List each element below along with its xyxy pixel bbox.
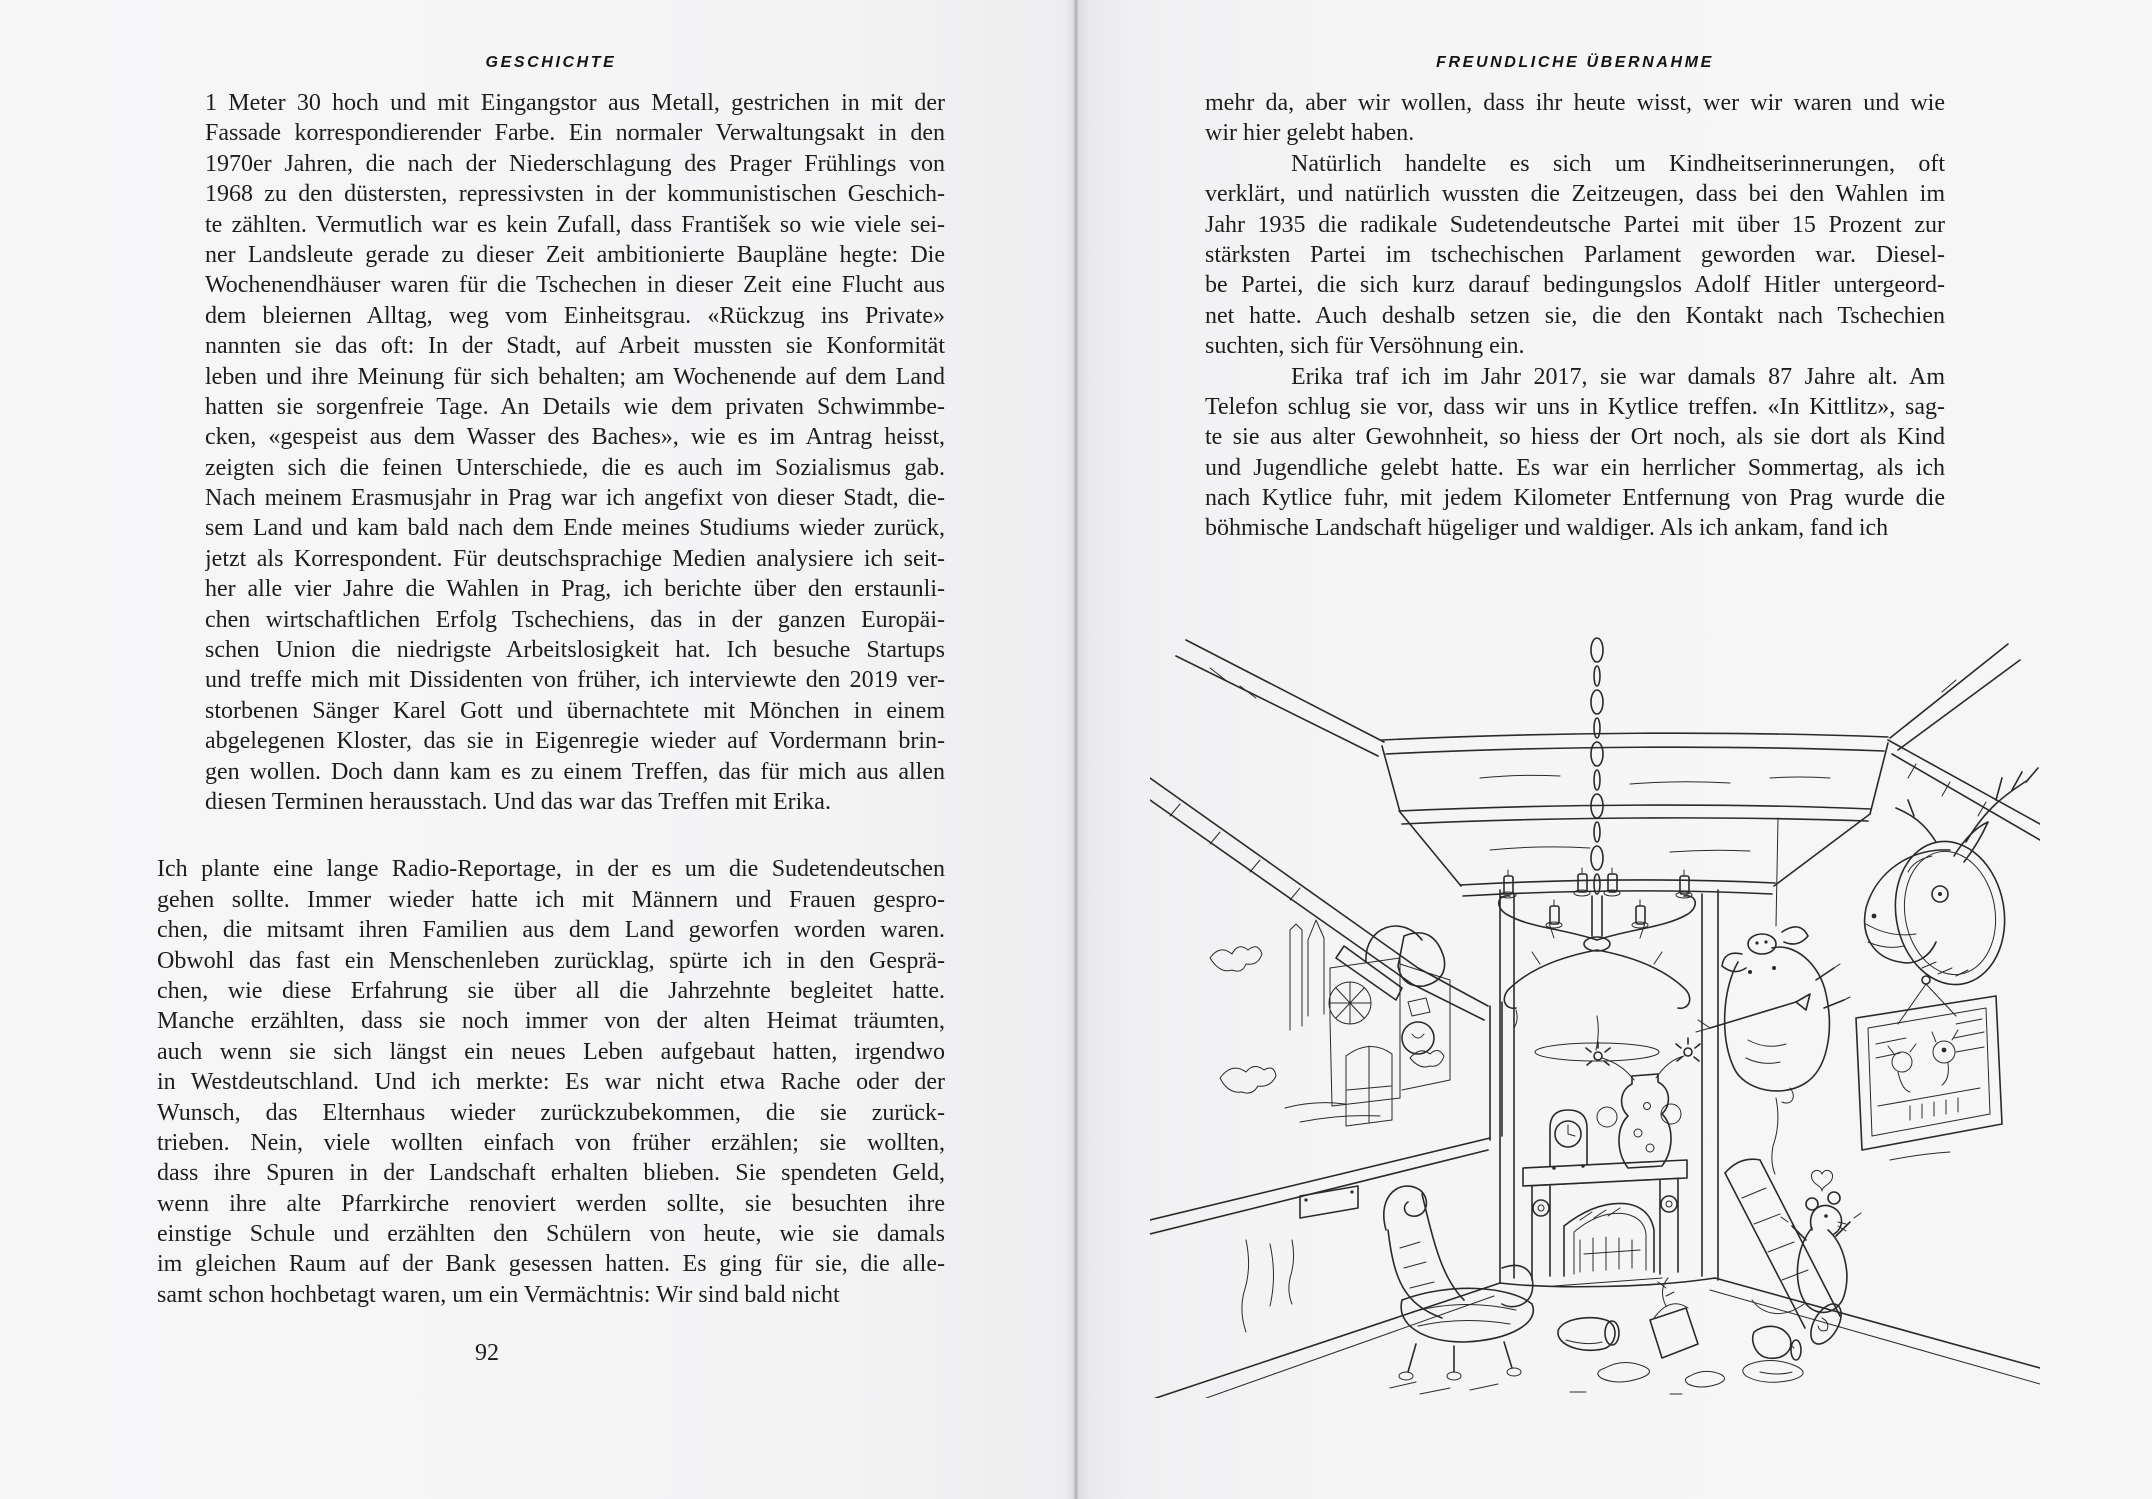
right-text-column <box>1205 88 1945 544</box>
page-number: 92 <box>475 1340 499 1366</box>
text-line: mehr da, aber wir wollen, dass ihr heute wisst, wer wir waren und wie <box>1205 90 1945 116</box>
text-line: Obwohl das fast ein Menschenleben zurücklag, spürte ich in den Gesprä- <box>157 947 945 974</box>
text-line: diesen Terminen herausstach. Und das war das Treffen mit Erika. <box>205 788 831 815</box>
trophy-head <box>1865 768 2038 993</box>
text-line: leben und ihre Meinung für sich behalten; am Wochenende auf dem Land <box>205 363 945 390</box>
text-line: gehen sollte. Immer wieder hatte ich mit Männern und Frauen gespro- <box>157 886 945 913</box>
text-line: im gleichen Raum auf der Bank gesessen hatten. Es ging für sie, die alle- <box>157 1251 945 1278</box>
rolled-rug <box>1725 1159 1847 1349</box>
chain <box>1591 638 1603 894</box>
text-line: trieben. Nein, viele wollten einfach von früher erzählen; sie wollten, <box>157 1129 945 1156</box>
text-line: Wochenendhäuser waren für die Tschechen in dieser Zeit eine Flucht aus <box>205 272 945 299</box>
right-running-header: FREUNDLICHE ÜBERNAHME <box>1436 54 1714 71</box>
left-text-column <box>157 88 945 1310</box>
flower-vase <box>1586 1038 1700 1168</box>
text-line: her alle vier Jahre die Wahlen in Prag, ich berichte über den erstaunli- <box>205 576 945 603</box>
text-line: suchten, sich für Versöhnung ein. <box>1205 333 1525 360</box>
text-line: cken, «gespeist aus dem Wasser des Baches», wie es im Antrag heisst, <box>205 424 945 451</box>
text-line: net hatte. Auch deshalb setzen sie, die den Kontakt nach Tschechien <box>1205 302 1945 329</box>
fireplace <box>1523 1160 1687 1286</box>
text-line: Nach meinem Erasmusjahr in Prag war ich angefixt von dieser Stadt, die- <box>205 485 945 512</box>
floor-items <box>1558 1278 1803 1394</box>
room-illustration <box>1150 628 2040 1398</box>
back-wall-and-fireplace <box>1500 890 1718 1286</box>
text-line: Wunsch, das Elternhaus wieder zurückzubekommen, die sie zurück- <box>157 1099 945 1126</box>
text-line: 1 Meter 30 hoch und mit Eingangstor aus Metall, gestrichen in mit der <box>205 90 945 116</box>
text-line: samt schon hochbetagt waren, um ein Vermächtnis: Wir sind bald nicht <box>157 1281 840 1308</box>
text-line: Manche erzählten, dass sie noch immer von der alten Heimat träumten, <box>157 1008 945 1035</box>
text-line: zeigten sich die feinen Unterschiede, die es auch im Sozialismus gab. <box>205 454 945 481</box>
text-line: 1970er Jahren, die nach der Niederschlagung des Prager Frühlings von <box>205 150 945 177</box>
paragraph <box>1205 88 1945 544</box>
antler-chandelier <box>1499 868 1695 1050</box>
text-line: dass ihre Spuren in der Landschaft erhalten blieben. Sie spendeten Geld, <box>157 1160 945 1187</box>
text-line: verklärt, und natürlich wussten die Zeitzeugen, dass bei den Wahlen im <box>1205 181 1945 208</box>
text-line: chen, die mitsamt ihren Familien aus dem Land geworfen worden waren. <box>157 917 945 944</box>
candles <box>1500 868 1692 928</box>
armchair <box>1384 1186 1534 1394</box>
text-line: Erika traf ich im Jahr 2017, sie war damals 87 Jahre alt. Am <box>1291 363 1945 390</box>
daisy-left <box>1586 1042 1610 1065</box>
mantel-clock <box>1550 1110 1587 1170</box>
text-line: und Jugendliche gelebt hatte. Es war ein herrlicher Sommertag, als ich <box>1205 454 1945 481</box>
text-line: hatten sie sorgenfreie Tage. An Details wie dem privaten Schwimmbe- <box>205 393 945 420</box>
text-line: 1968 zu den düstersten, repressivsten in der kommunistischen Geschich- <box>205 181 945 208</box>
text-line: te sie aus alter Gewohnheit, so hiess der Ort noch, als sie dort als Kind <box>1205 424 1945 451</box>
framed-picture <box>1856 976 2002 1160</box>
text-line: nannten sie das oft: In der Stadt, auf Arbeit mussten sie Konformität <box>205 333 945 360</box>
wall-lamp <box>1336 926 1445 1054</box>
floor-structure <box>1150 1278 2040 1398</box>
hanging-pig <box>1696 818 1850 1174</box>
text-line: in Westdeutschland. Und ich merkte: Es war nicht etwa Rache oder der <box>157 1069 945 1096</box>
text-line: chen, wie diese Erfahrung sie über all die Jahrzehnte begleitet hatte. <box>157 977 945 1004</box>
text-line: Fassade korrespondierender Farbe. Ein normaler Verwaltungsakt in den <box>205 120 945 147</box>
text-line: Telefon schlug sie vor, dass wir uns in Kytlice treffen. «In Kittlitz», sag- <box>1205 393 1945 420</box>
text-line: nach Kytlice fuhr, mit jedem Kilometer Entfernung von Prag wurde die <box>1205 485 1945 512</box>
text-line: wir hier gelebt haben. <box>1205 120 1415 147</box>
text-line: storbenen Sänger Karel Gott und übernachtete mit Mönchen in einem <box>205 697 945 724</box>
text-line: chen wirtschaftlichen Erfolg Tschechiens, das in der ganzen Europäi- <box>205 606 945 633</box>
text-line: und treffe mich mit Dissidenten von früher, ich interviewte den 2019 ver- <box>205 667 945 694</box>
text-line: Natürlich handelte es sich um Kindheitserinnerungen, oft <box>1291 150 1945 177</box>
text-line: te zählten. Vermutlich war es kein Zufall, dass František so wie viele sei- <box>205 211 945 238</box>
text-line: einstige Schule und erzählten den Schülern von heute, wie sie damals <box>157 1221 945 1248</box>
book-spine <box>1063 0 1089 1499</box>
text-line: schen Union die niedrigste Arbeitslosigkeit hat. Ich besuche Startups <box>205 637 945 664</box>
text-line: stärksten Partei im tschechischen Parlament geworden war. Diesel- <box>1205 241 1945 268</box>
paragraph <box>157 854 945 1310</box>
text-line: auch wenn sie sich längst ein neues Leben aufgebaut hatten, irgendwo <box>157 1038 945 1065</box>
text-line: abgelegenen Kloster, das sie in Eigenregie wieder auf Vordermann brin- <box>205 728 945 755</box>
text-line: Jahr 1935 die radikale Sudetendeutsche Partei mit über 15 Prozent zur <box>1205 211 1945 238</box>
text-line: böhmische Landschaft hügeliger und waldiger. Als ich ankam, fand ich <box>1205 515 1889 542</box>
left-running-header: GESCHICHTE <box>485 54 617 71</box>
text-line: jetzt als Korrespondent. Für deutschsprachige Medien analysiere ich seit- <box>205 545 945 572</box>
text-line: ner Landsleute gerade zu dieser Zeit ambitionierte Baupläne hegte: Die <box>205 241 945 268</box>
text-line: wenn ihre alte Pfarrkirche renoviert werden sollte, sie besuchten ihre <box>157 1190 945 1217</box>
paragraph <box>205 88 945 817</box>
text-line: gen wollen. Doch dann kam es zu einem Treffen, das für mich aus allen <box>205 758 945 785</box>
text-line: dem bleiernen Alltag, weg vom Einheitsgrau. «Rückzug ins Private» <box>205 302 945 329</box>
text-line: be Partei, die sich kurz darauf bedingungslos Adolf Hitler untergeord- <box>1205 272 1945 299</box>
left-wall-and-window <box>1150 778 1502 1332</box>
text-line: Ich plante eine lange Radio-Reportage, in der es um die Sudetendeutschen <box>157 856 945 883</box>
text-line: sem Land und kam bald nach dem Ende meines Studiums wieder zurück, <box>205 515 945 542</box>
